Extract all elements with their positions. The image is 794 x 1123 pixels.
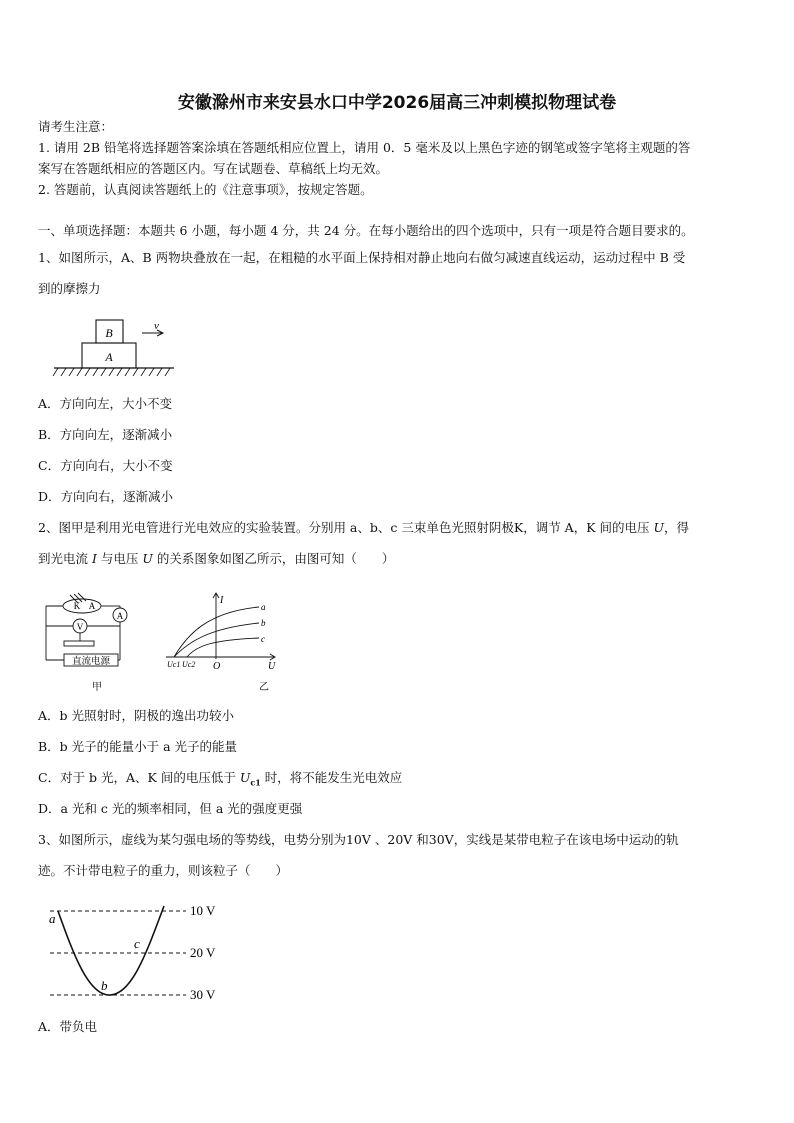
current-voltage-graph (162, 590, 280, 696)
point-c-label: c (134, 936, 140, 951)
block-b-label: B (105, 326, 113, 340)
anode-label: A (88, 601, 96, 611)
level-10v-label: 10 V (190, 903, 216, 918)
phototube-circuit-figure (40, 586, 140, 696)
point-b-label: b (101, 978, 108, 993)
question-1-stem-cont: 到的摩擦力 (38, 281, 101, 296)
curve-a (174, 607, 259, 657)
question-3-stem-cont: 迹。不计带电粒子的重力，则该粒子（ ） (38, 863, 289, 878)
q1-option-a: A．方向向左，大小不变 (38, 396, 173, 411)
x-axis-label: U (268, 661, 276, 672)
q2-option-d: D．a 光和 c 光的频率相同，但 a 光的强度更强 (38, 801, 303, 816)
question-1-stem: 1、如图所示，A、B 两物块叠放在一起，在粗糙的水平面上保持相对静止地向右做匀减速直线运动，运动过程中 B 受 (38, 250, 686, 265)
curve-b-label: b (261, 618, 266, 628)
level-30v-label: 30 V (190, 987, 216, 1002)
notice-item-2: 2. 答题前，认真阅读答题纸上的《注意事项》，按规定答题。 (38, 182, 373, 197)
q2-option-c: C．对于 b 光，A、K 间的电压低于 $U_{c1}$ 时，将不能发生光电效应 (38, 770, 403, 788)
particle-trajectory (58, 906, 164, 995)
equipotential-trajectory-figure (44, 896, 234, 1008)
question-2-stem: 2、图甲是利用光电管进行光电效应的实验装置。分别用 a、b、c 三束单色光照射阴极K，调节 A，K 间的电压 U，得 (38, 520, 690, 535)
figure-jia-caption: 甲 (92, 682, 102, 693)
y-axis-label: I (220, 595, 224, 606)
uc2-label: Uc2 (182, 660, 196, 669)
uc1-label: Uc1 (167, 660, 181, 669)
q1-option-b: B．方向向左，逐渐减小 (38, 427, 173, 442)
q3-option-a: A．带负电 (38, 1019, 98, 1034)
point-a-label: a (49, 911, 56, 926)
page-title: 安徽滁州市来安县水口中学2026届高三冲刺模拟物理试卷 (177, 93, 617, 113)
q1-option-c: C．方向向右，大小不变 (38, 458, 173, 473)
figure-yi-caption: 乙 (259, 682, 269, 693)
curve-b (174, 623, 259, 657)
origin-label: O (213, 661, 221, 672)
cathode-label: K (73, 601, 81, 611)
ammeter-label: A (116, 611, 124, 621)
section-heading: 一、单项选择题：本题共 6 小题，每小题 4 分，共 24 分。在每小题给出的四个选项中，只有一项是符合题目要求的。 (38, 223, 694, 238)
curve-a-label: a (261, 602, 266, 612)
q2-option-a: A．b 光照射时，阴极的逸出功较小 (38, 708, 235, 723)
question-3-stem: 3、如图所示，虚线为某匀强电场的等势线，电势分别为10V 、20V 和30V，实线是某带电粒子在该电场中运动的轨 (38, 832, 679, 847)
notice-item-1: 1. 请用 2B 铅笔将选择题答案涂填在答题纸相应位置上，请用 0．5 毫米及以上黑色字迹的钢笔或签字笔将主观题的答 (38, 140, 691, 155)
notice-item-1-cont: 案写在答题纸相应的答题区内。写在试题卷、草稿纸上均无效。 (38, 161, 389, 176)
velocity-label: v (154, 320, 159, 332)
dc-power-label: 直流电源 (71, 657, 111, 667)
q2-option-b: B．b 光子的能量小于 a 光子的能量 (38, 739, 238, 754)
block-a-label: A (105, 350, 113, 364)
curve-c-label: c (261, 634, 265, 644)
curve-c (187, 638, 259, 657)
voltmeter-label: V (76, 622, 84, 632)
notice-heading: 请考生注意： (38, 119, 114, 134)
q1-blocks-figure (52, 316, 182, 382)
level-20v-label: 20 V (190, 945, 216, 960)
q1-option-d: D．方向向右，逐渐减小 (38, 489, 174, 504)
question-2-stem-cont: 到光电流 I 与电压 U 的关系图象如图乙所示，由图可知（ ） (38, 551, 395, 566)
